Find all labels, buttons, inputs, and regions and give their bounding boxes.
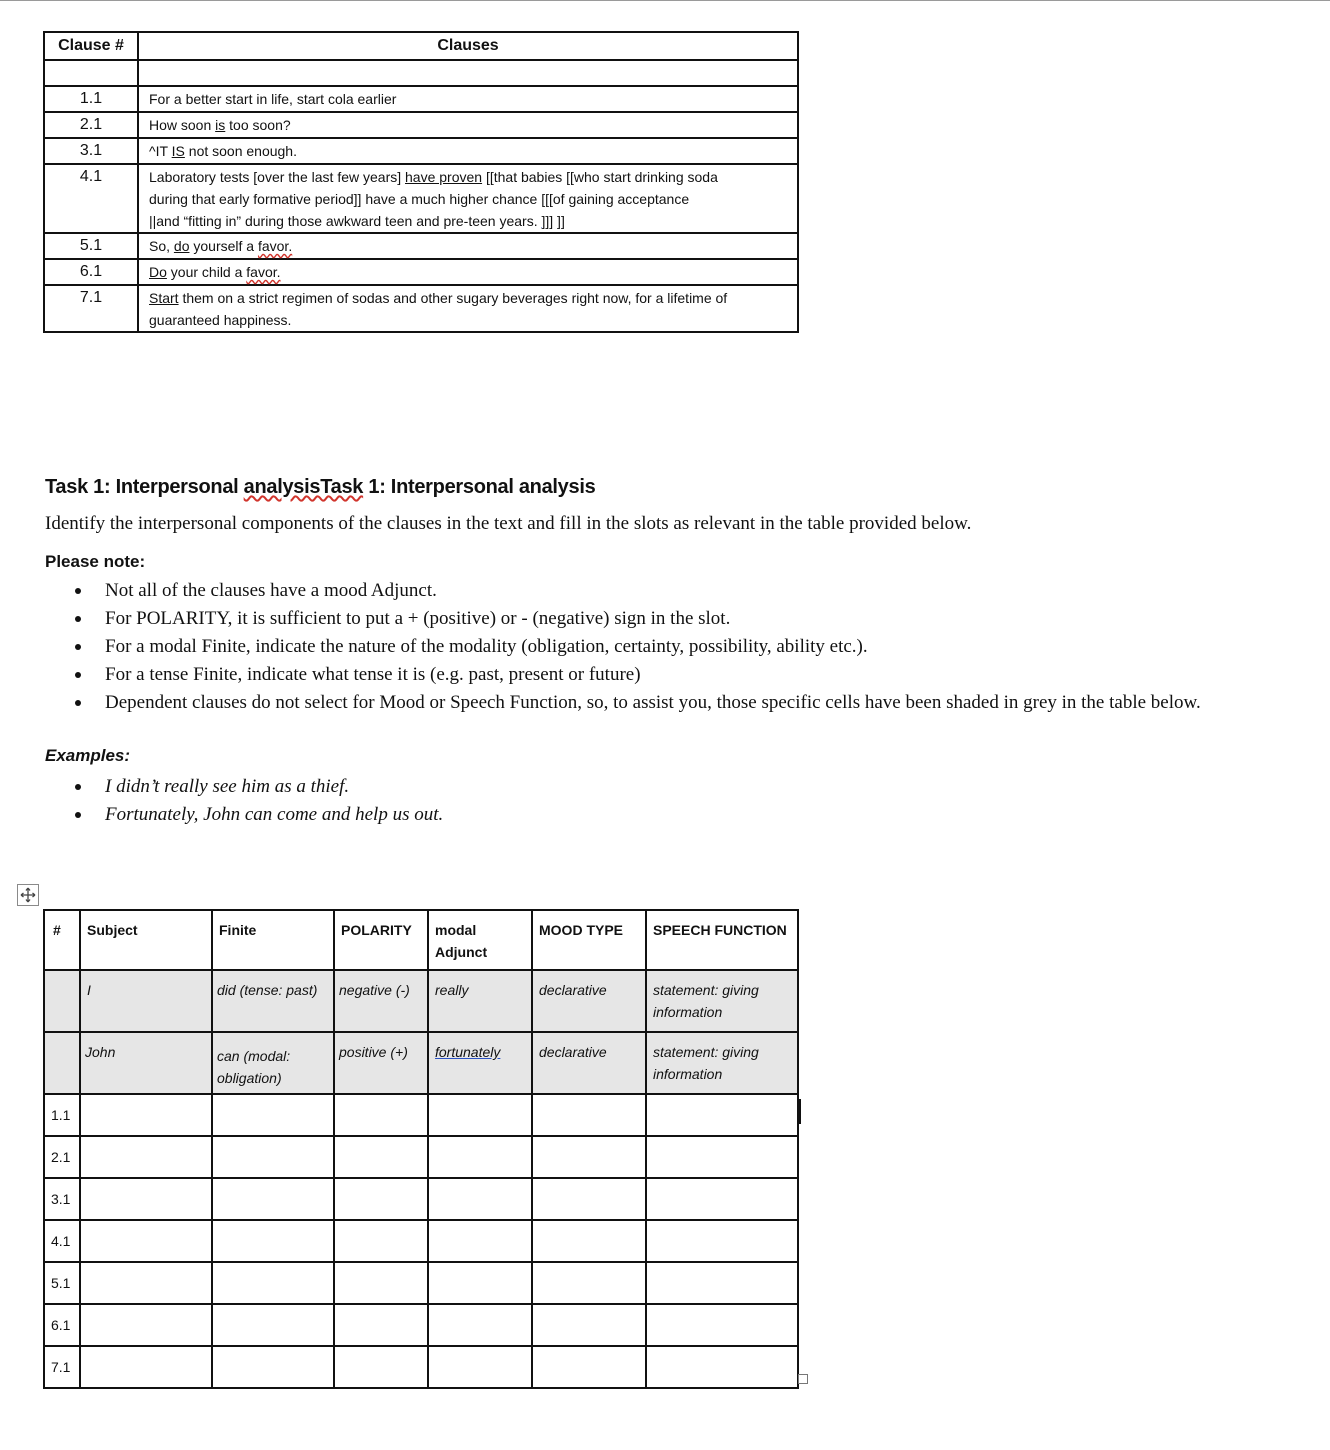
list-item: For a modal Finite, indicate the nature of the modality (obligation, certainty, possibility, ability etc.). xyxy=(75,633,1201,661)
analysis-table xyxy=(43,909,799,1389)
clause-text[interactable]: For a better start in life, start cola earlier xyxy=(138,86,798,112)
text-run: too soon? xyxy=(225,117,291,133)
table-cell[interactable] xyxy=(212,1094,334,1136)
row-number[interactable]: 6.1 xyxy=(44,1304,80,1346)
header-number[interactable]: # xyxy=(44,910,80,970)
table-cell[interactable] xyxy=(646,1178,798,1220)
text-cursor xyxy=(799,1099,801,1124)
table-cell[interactable] xyxy=(80,1094,212,1136)
move-arrows-icon xyxy=(20,887,36,903)
task-heading xyxy=(45,476,595,499)
finite-underlined: is xyxy=(215,117,226,133)
clause-text[interactable] xyxy=(138,112,798,138)
clauses-header: Clauses xyxy=(138,32,798,60)
header-mood-type[interactable]: MOOD TYPE xyxy=(532,910,646,970)
table-cell[interactable] xyxy=(646,1220,798,1262)
table-cell[interactable] xyxy=(334,1136,428,1178)
clause-text[interactable] xyxy=(138,138,798,164)
clause-line xyxy=(149,210,791,232)
table-cell[interactable] xyxy=(80,1136,212,1178)
text-run: your child a xyxy=(166,264,247,280)
table-cell[interactable] xyxy=(334,1262,428,1304)
note-heading: Please note: xyxy=(45,552,146,571)
row-number[interactable]: 1.1 xyxy=(44,1094,80,1136)
example-polarity[interactable]: positive (+) xyxy=(334,1032,428,1094)
heading-run: Task 1: Interpersonal xyxy=(45,476,244,498)
table-cell[interactable] xyxy=(646,1136,798,1178)
example-finite[interactable]: can (modal: obligation) xyxy=(212,1032,334,1094)
clause-number[interactable]: 6.1 xyxy=(44,259,138,285)
header-polarity[interactable]: POLARITY xyxy=(334,910,428,970)
table-cell[interactable] xyxy=(646,1304,798,1346)
list-item: For POLARITY, it is sufficient to put a + (positive) or - (negative) sign in the slot. xyxy=(75,605,1201,633)
table-cell[interactable] xyxy=(334,1346,428,1388)
example-row xyxy=(44,970,798,1032)
clause-row xyxy=(44,112,798,138)
clause-line xyxy=(149,166,791,188)
clause-number[interactable]: 3.1 xyxy=(44,138,138,164)
clause-number[interactable]: 2.1 xyxy=(44,112,138,138)
example-row xyxy=(44,1032,798,1094)
table-resize-handle[interactable] xyxy=(798,1374,808,1384)
finite-underlined: IS xyxy=(171,143,185,159)
example-adjunct[interactable]: really xyxy=(428,970,532,1032)
text-run: not soon enough. xyxy=(184,143,297,159)
clause-text[interactable] xyxy=(138,164,798,233)
spellcheck-word: favor. xyxy=(257,238,293,254)
table-cell[interactable] xyxy=(428,1262,532,1304)
finite-underlined: do xyxy=(173,238,190,254)
finite-underlined: Do xyxy=(149,264,167,280)
text-run: ] ]] xyxy=(549,213,565,229)
example-finite[interactable]: did (tense: past) xyxy=(212,970,334,1032)
clause-empty-row xyxy=(44,60,798,86)
task-instruction: Identify the interpersonal components of the clauses in the text and fill in the slots as relevant in the table provided below. xyxy=(45,513,972,534)
table-cell[interactable] xyxy=(80,1220,212,1262)
table-row xyxy=(44,1304,798,1346)
clause-row xyxy=(44,233,798,259)
table-row xyxy=(44,1220,798,1262)
heading-run: 1: Interpersonal analysis xyxy=(363,476,596,498)
adjunct-text: fortunately xyxy=(435,1044,501,1060)
clause-text[interactable] xyxy=(138,233,798,259)
examples-list xyxy=(75,773,443,829)
example-mood[interactable]: declarative xyxy=(532,1032,646,1094)
table-cell[interactable] xyxy=(138,60,798,86)
text-run: How soon xyxy=(149,117,216,133)
clause-number[interactable]: 7.1 xyxy=(44,285,138,332)
row-number[interactable]: 5.1 xyxy=(44,1262,80,1304)
clause-table-header xyxy=(44,32,798,60)
clause-number[interactable]: 4.1 xyxy=(44,164,138,233)
text-run: them on a strict regimen of sodas and other sugary beverages right now, for a lifetime of xyxy=(178,290,728,306)
text-run: ||and “fitting in” during those awkward teen and pre-teen years. xyxy=(149,213,542,229)
table-cell[interactable] xyxy=(532,1304,646,1346)
example-adjunct[interactable] xyxy=(428,1032,532,1094)
table-cell[interactable] xyxy=(212,1220,334,1262)
clause-number[interactable]: 5.1 xyxy=(44,233,138,259)
row-number[interactable]: 2.1 xyxy=(44,1136,80,1178)
table-cell[interactable] xyxy=(80,1262,212,1304)
table-row xyxy=(44,1262,798,1304)
text-run: ]] xyxy=(541,213,550,229)
list-item: Fortunately, John can come and help us out. xyxy=(75,801,443,829)
table-cell[interactable] xyxy=(212,1178,334,1220)
table-cell[interactable] xyxy=(646,1262,798,1304)
example-speech-function[interactable]: statement: giving information xyxy=(646,1032,798,1094)
table-cell[interactable] xyxy=(80,1178,212,1220)
clause-row xyxy=(44,285,798,332)
table-row xyxy=(44,1094,798,1136)
table-cell[interactable] xyxy=(428,1094,532,1136)
clause-row xyxy=(44,259,798,285)
clause-table xyxy=(43,31,799,333)
text-run: Laboratory tests [over the last few years] xyxy=(149,169,406,185)
table-cell[interactable] xyxy=(428,1136,532,1178)
table-cell[interactable] xyxy=(646,1346,798,1388)
header-modal-adjunct[interactable]: modal Adjunct xyxy=(428,910,532,970)
example-subject[interactable]: I xyxy=(80,970,212,1032)
table-cell[interactable] xyxy=(80,1346,212,1388)
table-cell[interactable] xyxy=(532,1262,646,1304)
page-top-rule xyxy=(0,0,1330,1)
header-subject[interactable]: Subject xyxy=(80,910,212,970)
header-finite[interactable]: Finite xyxy=(212,910,334,970)
list-item: Dependent clauses do not select for Mood or Speech Function, so, to assist you, those specific cells have been shaded in grey in the table below. xyxy=(75,689,1201,717)
clause-text[interactable] xyxy=(138,285,798,332)
table-row xyxy=(44,1346,798,1388)
list-item: For a tense Finite, indicate what tense it is (e.g. past, present or future) xyxy=(75,661,1201,689)
table-cell[interactable] xyxy=(428,1220,532,1262)
clause-row xyxy=(44,164,798,233)
spellcheck-word: analysisTask xyxy=(243,476,364,498)
table-cell[interactable] xyxy=(80,1304,212,1346)
table-cell[interactable] xyxy=(44,970,80,1032)
text-run: So, xyxy=(149,238,174,254)
spellcheck-word: favor. xyxy=(246,264,281,280)
example-mood[interactable]: declarative xyxy=(532,970,646,1032)
example-speech-function[interactable]: statement: giving information xyxy=(646,970,798,1032)
clause-text[interactable] xyxy=(138,259,798,285)
clause-line xyxy=(149,287,791,309)
table-cell[interactable] xyxy=(212,1346,334,1388)
table-cell[interactable] xyxy=(646,1094,798,1136)
text-run: yourself a xyxy=(189,238,258,254)
table-cell[interactable] xyxy=(44,60,138,86)
header-speech-function[interactable]: SPEECH FUNCTION xyxy=(646,910,798,970)
table-cell[interactable] xyxy=(532,1094,646,1136)
examples-heading: Examples: xyxy=(45,746,131,765)
example-subject[interactable]: John xyxy=(80,1032,212,1094)
table-cell[interactable] xyxy=(334,1178,428,1220)
table-cell[interactable] xyxy=(532,1178,646,1220)
table-cell[interactable] xyxy=(212,1136,334,1178)
text-run: ^IT xyxy=(149,143,172,159)
table-cell[interactable] xyxy=(212,1262,334,1304)
table-row xyxy=(44,1136,798,1178)
clause-row xyxy=(44,138,798,164)
row-number[interactable]: 3.1 xyxy=(44,1178,80,1220)
table-cell[interactable] xyxy=(428,1304,532,1346)
table-cell[interactable] xyxy=(428,1346,532,1388)
notes-list xyxy=(75,577,1201,717)
table-cell[interactable] xyxy=(532,1346,646,1388)
finite-underlined: Start xyxy=(149,290,179,306)
list-item: I didn’t really see him as a thief. xyxy=(75,773,443,801)
text-run: [[that babies [[who start drinking soda xyxy=(482,169,718,185)
row-number[interactable]: 7.1 xyxy=(44,1346,80,1388)
list-item: Not all of the clauses have a mood Adjunct. xyxy=(75,577,1201,605)
table-cell[interactable] xyxy=(334,1094,428,1136)
table-cell[interactable] xyxy=(532,1136,646,1178)
clause-row xyxy=(44,86,798,112)
clause-number-header: Clause # xyxy=(44,32,138,60)
table-cell[interactable] xyxy=(334,1304,428,1346)
clause-line: guaranteed happiness. xyxy=(149,312,292,328)
table-cell[interactable] xyxy=(532,1220,646,1262)
table-cell[interactable] xyxy=(334,1220,428,1262)
finite-underlined: have proven xyxy=(405,169,483,185)
row-number[interactable]: 4.1 xyxy=(44,1220,80,1262)
clause-line: during that early formative period]] have a much higher chance [[[of gaining acceptance xyxy=(149,191,690,207)
table-row xyxy=(44,1178,798,1220)
example-polarity[interactable]: negative (-) xyxy=(334,970,428,1032)
table-cell[interactable] xyxy=(212,1304,334,1346)
analysis-header-row xyxy=(44,910,798,970)
table-move-handle[interactable] xyxy=(17,884,39,906)
table-cell[interactable] xyxy=(44,1032,80,1094)
clause-number[interactable]: 1.1 xyxy=(44,86,138,112)
table-cell[interactable] xyxy=(428,1178,532,1220)
